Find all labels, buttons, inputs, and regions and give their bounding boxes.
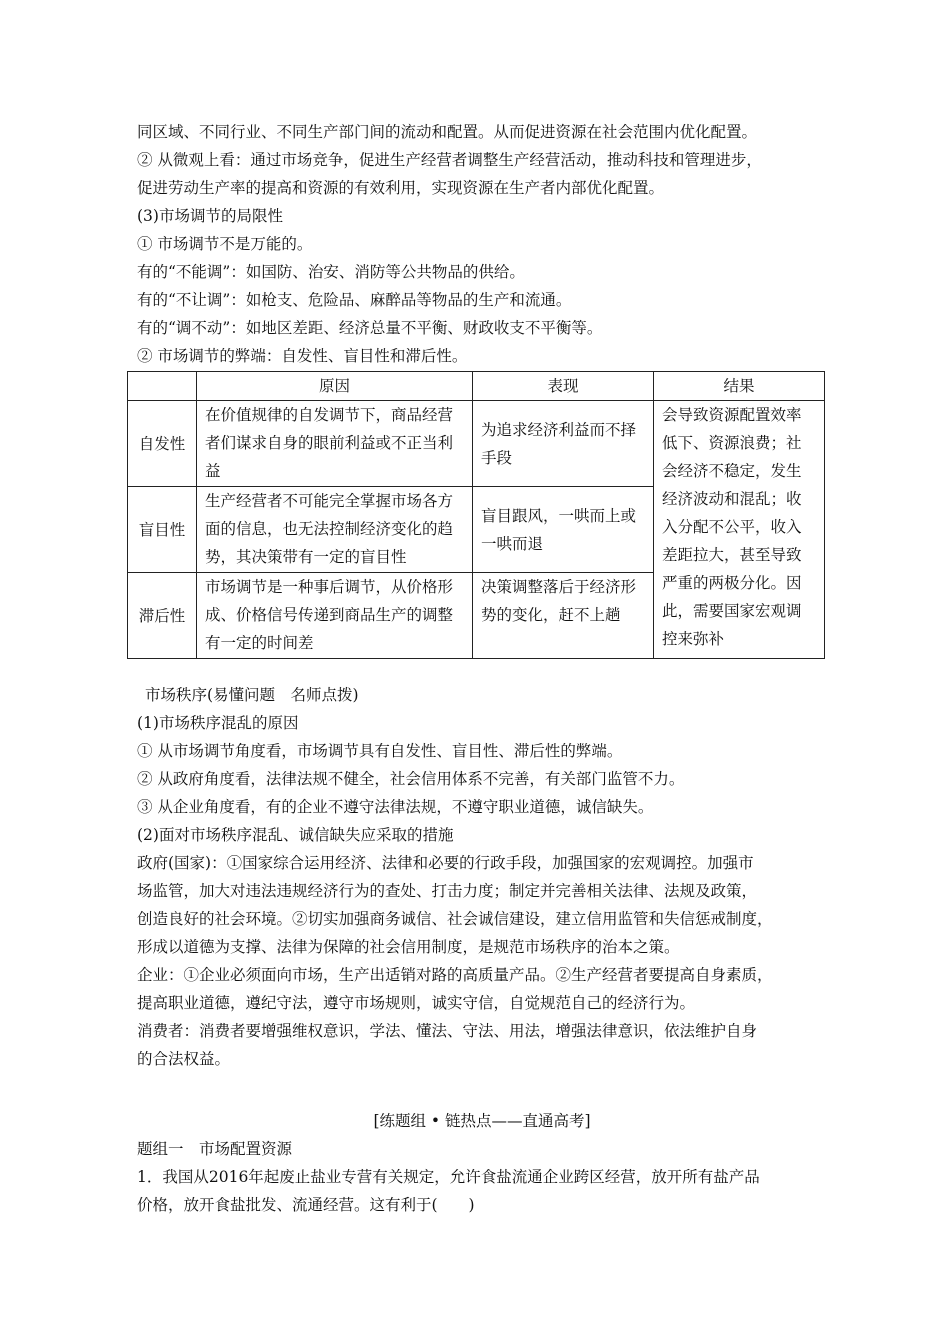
result-cell: 会导致资源配置效率低下、资源浪费；社会经济不稳定，发生经济波动和混乱；收入分配不公平，收入差距拉大，甚至导致严重的两极分化。因此，需要国家宏观调控来弥补 xyxy=(654,401,825,659)
table-header-cause: 原因 xyxy=(197,372,473,401)
subheading-limitations: (3)市场调节的局限性 xyxy=(137,207,283,225)
text-line: 有的“不让调”：如枪支、危险品、麻醉品等物品的生产和流通。 xyxy=(137,291,572,309)
table-header-empty xyxy=(128,372,197,401)
text-line: 创造良好的社会环境。②切实加强商务诚信、社会诚信建设，建立信用监管和失信惩戒制度， xyxy=(137,910,773,928)
text-line: ② 市场调节的弊端：自发性、盲目性和滞后性。 xyxy=(137,347,468,365)
market-order-section xyxy=(137,681,827,1073)
text-line: 的合法权益。 xyxy=(137,1050,231,1068)
question-line: 1．我国从2016年起废止盐业专营有关规定，允许食盐流通企业跨区经营，放开所有盐产品 xyxy=(137,1168,760,1186)
subheading-causes: (1)市场秩序混乱的原因 xyxy=(137,714,299,732)
cause-cell: 在价值规律的自发调节下，商品经营者们谋求自身的眼前利益或不正当利益 xyxy=(197,401,473,487)
performance-cell: 盲目跟风，一哄而上或一哄而退 xyxy=(473,487,654,573)
practice-section xyxy=(137,1107,827,1219)
text-line: ③ 从企业角度看，有的企业不遵守法律法规，不遵守职业道德，诚信缺失。 xyxy=(137,798,654,816)
text-line: ② 从政府角度看，法律法规不健全，社会信用体系不完善，有关部门监管不力。 xyxy=(137,770,685,788)
table-header-row xyxy=(128,372,825,401)
performance-cell: 决策调整落后于经济形势的变化，赶不上趟 xyxy=(473,573,654,659)
row-label: 盲目性 xyxy=(128,487,197,573)
performance-cell: 为追求经济利益而不择手段 xyxy=(473,401,654,487)
group-title: 题组一 市场配置资源 xyxy=(137,1140,293,1158)
section-title: 市场秩序(易懂问题 名师点拨) xyxy=(145,686,359,704)
text-line: 企业：①企业必须面向市场，生产出适销对路的高质量产品。②生产经营者要提高自身素质， xyxy=(137,966,773,984)
cause-cell: 市场调节是一种事后调节，从价格形成、价格信号传递到商品生产的调整有一定的时间差 xyxy=(197,573,473,659)
row-label: 自发性 xyxy=(128,401,197,487)
market-drawbacks-table xyxy=(127,371,825,659)
text-line: 有的“不能调”：如国防、治安、消防等公共物品的供给。 xyxy=(137,263,525,281)
text-line: 消费者：消费者要增强维权意识，学法、懂法、守法、用法，增强法律意识，依法维护自身 xyxy=(137,1022,758,1040)
table-header-result: 结果 xyxy=(654,372,825,401)
text-line: 同区域、不同行业、不同生产部门间的流动和配置。从而促进资源在社会范围内优化配置。 xyxy=(137,123,758,141)
cause-cell: 生产经营者不可能完全掌握市场各方面的信息，也无法控制经济变化的趋势，其决策带有一定的盲目性 xyxy=(197,487,473,573)
row-label: 滞后性 xyxy=(128,573,197,659)
text-line: 提高职业道德，遵纪守法，遵守市场规则，诚实守信，自觉规范自己的经济行为。 xyxy=(137,994,696,1012)
text-line: 形成以道德为支撑、法律为保障的社会信用制度，是规范市场秩序的治本之策。 xyxy=(137,938,680,956)
text-line: 场监管，加大对违法违规经济行为的查处、打击力度；制定并完善相关法律、法规及政策， xyxy=(137,882,758,900)
text-line: ① 从市场调节角度看，市场调节具有自发性、盲目性、滞后性的弊端。 xyxy=(137,742,623,760)
text-line: ② 从微观上看：通过市场竞争，促进生产经营者调整生产经营活动，推动科技和管理进步， xyxy=(137,151,762,169)
table-row xyxy=(128,401,825,487)
text-line: 促进劳动生产率的提高和资源的有效利用，实现资源在生产者内部优化配置。 xyxy=(137,179,665,197)
subheading-measures: (2)面对市场秩序混乱、诚信缺失应采取的措施 xyxy=(137,826,454,844)
intro-section xyxy=(137,118,827,370)
question-line: 价格，放开食盐批发、流通经营。这有利于( ) xyxy=(137,1196,475,1214)
table-header-performance: 表现 xyxy=(473,372,654,401)
text-line: 政府(国家)：①国家综合运用经济、法律和必要的行政手段，加强国家的宏观调控。加强市 xyxy=(137,854,754,872)
document-page xyxy=(137,118,827,1219)
text-line: 有的“调不动”：如地区差距、经济总量不平衡、财政收支不平衡等。 xyxy=(137,319,603,337)
practice-header: [练题组 • 链热点——直通高考] xyxy=(373,1112,591,1130)
text-line: ① 市场调节不是万能的。 xyxy=(137,235,313,253)
